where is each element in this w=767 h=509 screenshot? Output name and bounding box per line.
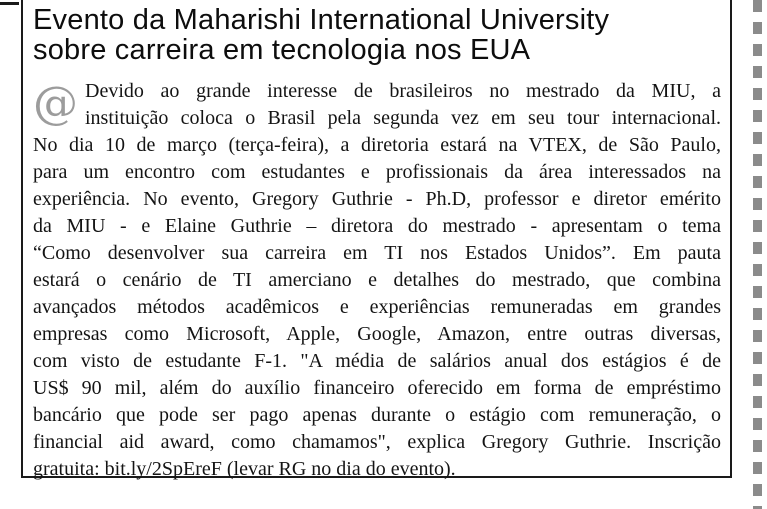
- article-body-line: US$ 90 mil, além do auxílio financeiro oferecido em forma de empréstimo: [33, 377, 721, 399]
- article-body-line: No dia 10 de março (terça-feira), a diretoria estará na VTEX, de São Paulo,: [33, 134, 721, 156]
- article-title-line-1: Evento da Maharishi International University: [33, 4, 610, 36]
- adjacent-column-rule: [0, 2, 19, 5]
- article-body-line: Devido ao grande interesse de brasileiros no mestrado da MIU, a: [85, 80, 721, 102]
- article-body-line: da MIU - e Elaine Guthrie – diretora do mestrado - apresentam o tema: [33, 215, 721, 237]
- article-body-line: para um encontro com estudantes e profissionais da área interessados na: [33, 161, 721, 183]
- article-body-line: com visto de estudante F-1. "A média de salários anual dos estágios é de: [33, 350, 721, 372]
- article-body-line: financial aid award, como chamamos", explica Gregory Guthrie. Inscrição: [33, 431, 721, 453]
- article-title-line-2: sobre carreira em tecnologia nos EUA: [33, 33, 531, 66]
- article-body-line: avançados métodos acadêmicos e experiências remuneradas em grandes: [33, 296, 721, 318]
- article-body: [33, 78, 721, 483]
- article-body-line: experiência. No evento, Gregory Guthrie - Ph.D, professor e diretor emérito: [33, 188, 721, 210]
- article-body-line: instituição coloca o Brasil pela segunda vez em seu tour internacional.: [85, 107, 721, 129]
- article-body-line: “Como desenvolver sua carreira em TI nos Estados Unidos”. Em pauta: [33, 242, 721, 264]
- article-body-line: bancário que pode ser pago apenas durante o estágio com remuneração, o: [33, 404, 721, 426]
- at-sign-drop-cap: @: [33, 76, 78, 129]
- article-box: [21, 0, 732, 478]
- dashed-column-rule: [753, 0, 762, 509]
- article-body-line: estará o cenário de TI amerciano e detalhes do mestrado, que combina: [33, 269, 721, 291]
- article-body-line: gratuita: bit.ly/2SpEreF (levar RG no dia do evento).: [33, 458, 456, 480]
- article-title: [33, 6, 721, 65]
- article-body-line: empresas como Microsoft, Apple, Google, Amazon, entre outras diversas,: [33, 323, 721, 345]
